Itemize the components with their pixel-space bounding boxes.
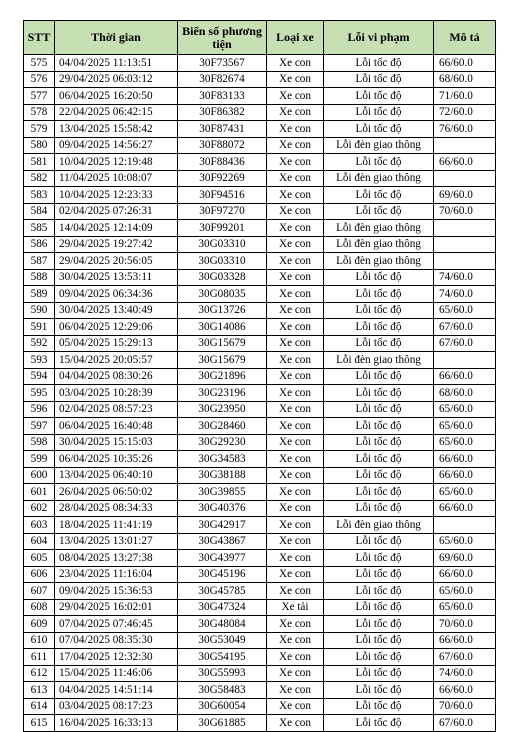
cell-violation: Lỗi tốc độ: [324, 88, 434, 105]
cell-stt: 609: [24, 616, 55, 633]
cell-description: [434, 170, 496, 187]
cell-plate: 30F83133: [178, 88, 267, 105]
cell-vehicle-type: Xe con: [267, 55, 324, 72]
header-stt: STT: [24, 21, 55, 55]
cell-description: 65/60.0: [434, 401, 496, 418]
cell-plate: 30G23196: [178, 385, 267, 402]
cell-time: 10/04/2025 12:19:48: [55, 154, 178, 171]
cell-plate: 30G39855: [178, 484, 267, 501]
cell-plate: 30G55993: [178, 665, 267, 682]
cell-time: 02/04/2025 08:57:23: [55, 401, 178, 418]
cell-time: 30/04/2025 13:53:11: [55, 269, 178, 286]
cell-violation: Lỗi tốc độ: [324, 632, 434, 649]
cell-time: 13/04/2025 13:01:27: [55, 533, 178, 550]
cell-plate: 30G15679: [178, 335, 267, 352]
cell-time: 13/04/2025 06:40:10: [55, 467, 178, 484]
cell-vehicle-type: Xe con: [267, 665, 324, 682]
cell-stt: 610: [24, 632, 55, 649]
cell-violation: Lỗi tốc độ: [324, 104, 434, 121]
cell-stt: 578: [24, 104, 55, 121]
cell-time: 05/04/2025 15:29:13: [55, 335, 178, 352]
cell-vehicle-type: Xe con: [267, 220, 324, 237]
cell-time: 06/04/2025 16:40:48: [55, 418, 178, 435]
cell-time: 06/04/2025 12:29:06: [55, 319, 178, 336]
cell-plate: 30G42917: [178, 517, 267, 534]
cell-plate: 30G15679: [178, 352, 267, 369]
cell-description: 70/60.0: [434, 698, 496, 715]
cell-violation: Lỗi đèn giao thông: [324, 137, 434, 154]
table-row: [24, 599, 496, 616]
cell-vehicle-type: Xe tải: [267, 599, 324, 616]
cell-time: 04/04/2025 11:13:51: [55, 55, 178, 72]
table-row: [24, 401, 496, 418]
cell-vehicle-type: Xe con: [267, 632, 324, 649]
cell-vehicle-type: Xe con: [267, 385, 324, 402]
cell-time: 07/04/2025 08:35:30: [55, 632, 178, 649]
cell-stt: 606: [24, 566, 55, 583]
cell-description: 67/60.0: [434, 715, 496, 732]
cell-time: 11/04/2025 10:08:07: [55, 170, 178, 187]
table-row: [24, 154, 496, 171]
header-time: Thời gian: [55, 21, 178, 55]
cell-plate: 30G13726: [178, 302, 267, 319]
cell-vehicle-type: Xe con: [267, 533, 324, 550]
cell-vehicle-type: Xe con: [267, 236, 324, 253]
cell-stt: 586: [24, 236, 55, 253]
cell-violation: Lỗi tốc độ: [324, 154, 434, 171]
cell-time: 14/04/2025 12:14:09: [55, 220, 178, 237]
cell-violation: Lỗi tốc độ: [324, 368, 434, 385]
cell-vehicle-type: Xe con: [267, 500, 324, 517]
table-row: [24, 137, 496, 154]
cell-violation: Lỗi tốc độ: [324, 500, 434, 517]
cell-stt: 584: [24, 203, 55, 220]
cell-violation: Lỗi tốc độ: [324, 451, 434, 468]
cell-plate: 30G45196: [178, 566, 267, 583]
table-row: [24, 385, 496, 402]
cell-violation: Lỗi tốc độ: [324, 401, 434, 418]
cell-stt: 579: [24, 121, 55, 138]
cell-violation: Lỗi tốc độ: [324, 203, 434, 220]
cell-description: 70/60.0: [434, 616, 496, 633]
cell-violation: Lỗi tốc độ: [324, 385, 434, 402]
cell-description: 66/60.0: [434, 55, 496, 72]
cell-description: 65/60.0: [434, 418, 496, 435]
cell-time: 06/04/2025 16:20:50: [55, 88, 178, 105]
table-row: [24, 104, 496, 121]
cell-vehicle-type: Xe con: [267, 335, 324, 352]
cell-violation: Lỗi đèn giao thông: [324, 253, 434, 270]
cell-plate: 30G14086: [178, 319, 267, 336]
cell-description: 66/60.0: [434, 500, 496, 517]
cell-plate: 30F99201: [178, 220, 267, 237]
cell-plate: 30G43867: [178, 533, 267, 550]
cell-violation: Lỗi tốc độ: [324, 55, 434, 72]
cell-time: 04/04/2025 08:30:26: [55, 368, 178, 385]
table-row: [24, 484, 496, 501]
cell-vehicle-type: Xe con: [267, 517, 324, 534]
cell-stt: 599: [24, 451, 55, 468]
cell-plate: 30G03310: [178, 236, 267, 253]
cell-plate: 30F88072: [178, 137, 267, 154]
table-row: [24, 170, 496, 187]
cell-violation: Lỗi tốc độ: [324, 698, 434, 715]
cell-description: 68/60.0: [434, 71, 496, 88]
cell-violation: Lỗi tốc độ: [324, 335, 434, 352]
cell-stt: 597: [24, 418, 55, 435]
cell-description: 65/60.0: [434, 484, 496, 501]
cell-violation: Lỗi đèn giao thông: [324, 352, 434, 369]
cell-description: 67/60.0: [434, 335, 496, 352]
cell-vehicle-type: Xe con: [267, 170, 324, 187]
table-row: [24, 698, 496, 715]
table-row: [24, 715, 496, 732]
table-row: [24, 500, 496, 517]
table-row: [24, 583, 496, 600]
cell-plate: 30G03328: [178, 269, 267, 286]
cell-description: [434, 137, 496, 154]
cell-stt: 592: [24, 335, 55, 352]
cell-time: 30/04/2025 15:15:03: [55, 434, 178, 451]
cell-vehicle-type: Xe con: [267, 88, 324, 105]
cell-time: 15/04/2025 11:46:06: [55, 665, 178, 682]
cell-description: 66/60.0: [434, 632, 496, 649]
cell-time: 02/04/2025 07:26:31: [55, 203, 178, 220]
cell-plate: 30G48084: [178, 616, 267, 633]
cell-violation: Lỗi tốc độ: [324, 434, 434, 451]
cell-time: 06/04/2025 10:35:26: [55, 451, 178, 468]
cell-plate: 30G29230: [178, 434, 267, 451]
cell-stt: 607: [24, 583, 55, 600]
cell-vehicle-type: Xe con: [267, 203, 324, 220]
cell-plate: 30G60054: [178, 698, 267, 715]
table-row: [24, 335, 496, 352]
cell-stt: 595: [24, 385, 55, 402]
header-vehicle-type: Loại xe: [267, 21, 324, 55]
cell-stt: 611: [24, 649, 55, 666]
cell-description: [434, 236, 496, 253]
cell-time: 03/04/2025 10:28:39: [55, 385, 178, 402]
cell-vehicle-type: Xe con: [267, 418, 324, 435]
table-row: [24, 566, 496, 583]
cell-time: 07/04/2025 07:46:45: [55, 616, 178, 633]
cell-violation: Lỗi tốc độ: [324, 418, 434, 435]
cell-vehicle-type: Xe con: [267, 154, 324, 171]
cell-time: 09/04/2025 15:36:53: [55, 583, 178, 600]
cell-violation: Lỗi tốc độ: [324, 616, 434, 633]
cell-plate: 30G58483: [178, 682, 267, 699]
cell-description: 67/60.0: [434, 319, 496, 336]
cell-description: 72/60.0: [434, 104, 496, 121]
cell-time: 28/04/2025 08:34:33: [55, 500, 178, 517]
cell-stt: 581: [24, 154, 55, 171]
cell-plate: 30G23950: [178, 401, 267, 418]
cell-vehicle-type: Xe con: [267, 401, 324, 418]
cell-vehicle-type: Xe con: [267, 286, 324, 303]
cell-vehicle-type: Xe con: [267, 368, 324, 385]
cell-plate: 30F94516: [178, 187, 267, 204]
cell-violation: Lỗi tốc độ: [324, 682, 434, 699]
table-row: [24, 533, 496, 550]
cell-vehicle-type: Xe con: [267, 319, 324, 336]
table-row: [24, 88, 496, 105]
cell-time: 17/04/2025 12:32:30: [55, 649, 178, 666]
cell-time: 29/04/2025 06:03:12: [55, 71, 178, 88]
table-row: [24, 368, 496, 385]
cell-plate: 30G28460: [178, 418, 267, 435]
cell-time: 29/04/2025 20:56:05: [55, 253, 178, 270]
cell-violation: Lỗi tốc độ: [324, 550, 434, 567]
cell-vehicle-type: Xe con: [267, 682, 324, 699]
cell-vehicle-type: Xe con: [267, 550, 324, 567]
cell-vehicle-type: Xe con: [267, 269, 324, 286]
cell-stt: 582: [24, 170, 55, 187]
cell-vehicle-type: Xe con: [267, 451, 324, 468]
table-row: [24, 632, 496, 649]
cell-plate: 30F92269: [178, 170, 267, 187]
cell-stt: 608: [24, 599, 55, 616]
cell-stt: 577: [24, 88, 55, 105]
cell-description: [434, 352, 496, 369]
cell-time: 04/04/2025 14:51:14: [55, 682, 178, 699]
table-row: [24, 286, 496, 303]
cell-stt: 596: [24, 401, 55, 418]
cell-stt: 585: [24, 220, 55, 237]
cell-description: 65/60.0: [434, 533, 496, 550]
cell-plate: 30F86382: [178, 104, 267, 121]
cell-violation: Lỗi tốc độ: [324, 715, 434, 732]
cell-plate: 30G40376: [178, 500, 267, 517]
cell-vehicle-type: Xe con: [267, 302, 324, 319]
cell-stt: 603: [24, 517, 55, 534]
cell-description: 74/60.0: [434, 286, 496, 303]
cell-vehicle-type: Xe con: [267, 253, 324, 270]
header-plate: Biển số phương tiện: [178, 21, 267, 55]
cell-description: 68/60.0: [434, 385, 496, 402]
cell-plate: 30G03310: [178, 253, 267, 270]
cell-stt: 615: [24, 715, 55, 732]
table-row: [24, 269, 496, 286]
cell-violation: Lỗi tốc độ: [324, 187, 434, 204]
cell-vehicle-type: Xe con: [267, 71, 324, 88]
cell-stt: 580: [24, 137, 55, 154]
cell-violation: Lỗi tốc độ: [324, 484, 434, 501]
table-row: [24, 665, 496, 682]
cell-vehicle-type: Xe con: [267, 583, 324, 600]
cell-description: 66/60.0: [434, 467, 496, 484]
cell-plate: 30G45785: [178, 583, 267, 600]
cell-stt: 614: [24, 698, 55, 715]
cell-plate: 30G43977: [178, 550, 267, 567]
cell-description: 67/60.0: [434, 649, 496, 666]
table-row: [24, 418, 496, 435]
header-description: Mô tả: [434, 21, 496, 55]
cell-vehicle-type: Xe con: [267, 434, 324, 451]
cell-stt: 594: [24, 368, 55, 385]
cell-stt: 590: [24, 302, 55, 319]
cell-description: 71/60.0: [434, 88, 496, 105]
header-row: [24, 21, 496, 55]
cell-time: 09/04/2025 14:56:27: [55, 137, 178, 154]
cell-description: 65/60.0: [434, 599, 496, 616]
cell-vehicle-type: Xe con: [267, 137, 324, 154]
cell-plate: 30G38188: [178, 467, 267, 484]
cell-plate: 30F73567: [178, 55, 267, 72]
cell-stt: 598: [24, 434, 55, 451]
table-row: [24, 203, 496, 220]
cell-plate: 30G54195: [178, 649, 267, 666]
table-row: [24, 253, 496, 270]
cell-stt: 613: [24, 682, 55, 699]
cell-description: 66/60.0: [434, 451, 496, 468]
cell-plate: 30F97270: [178, 203, 267, 220]
header-violation: Lỗi vi phạm: [324, 21, 434, 55]
cell-time: 10/04/2025 12:23:33: [55, 187, 178, 204]
cell-violation: Lỗi tốc độ: [324, 269, 434, 286]
cell-description: [434, 253, 496, 270]
table-row: [24, 71, 496, 88]
cell-stt: 612: [24, 665, 55, 682]
cell-description: 65/60.0: [434, 434, 496, 451]
cell-violation: Lỗi tốc độ: [324, 533, 434, 550]
table-row: [24, 319, 496, 336]
table-row: [24, 517, 496, 534]
cell-plate: 30F82674: [178, 71, 267, 88]
cell-violation: Lỗi tốc độ: [324, 583, 434, 600]
cell-stt: 576: [24, 71, 55, 88]
table-header: [24, 21, 496, 55]
cell-vehicle-type: Xe con: [267, 187, 324, 204]
cell-plate: 30G47324: [178, 599, 267, 616]
cell-stt: 591: [24, 319, 55, 336]
cell-description: 66/60.0: [434, 368, 496, 385]
cell-plate: 30G61885: [178, 715, 267, 732]
cell-time: 09/04/2025 06:34:36: [55, 286, 178, 303]
cell-time: 13/04/2025 15:58:42: [55, 121, 178, 138]
cell-stt: 602: [24, 500, 55, 517]
cell-plate: 30G08035: [178, 286, 267, 303]
table-row: [24, 302, 496, 319]
cell-stt: 587: [24, 253, 55, 270]
cell-time: 18/04/2025 11:41:19: [55, 517, 178, 534]
cell-violation: Lỗi đèn giao thông: [324, 236, 434, 253]
cell-time: 23/04/2025 11:16:04: [55, 566, 178, 583]
table-row: [24, 220, 496, 237]
table-row: [24, 352, 496, 369]
cell-description: 70/60.0: [434, 203, 496, 220]
table-row: [24, 55, 496, 72]
cell-stt: 605: [24, 550, 55, 567]
cell-stt: 575: [24, 55, 55, 72]
cell-plate: 30G53049: [178, 632, 267, 649]
cell-vehicle-type: Xe con: [267, 484, 324, 501]
cell-description: 76/60.0: [434, 121, 496, 138]
cell-stt: 583: [24, 187, 55, 204]
cell-plate: 30G34583: [178, 451, 267, 468]
table-row: [24, 187, 496, 204]
table-body: [24, 55, 496, 732]
cell-plate: 30F88436: [178, 154, 267, 171]
cell-stt: 588: [24, 269, 55, 286]
cell-description: 69/60.0: [434, 187, 496, 204]
cell-stt: 593: [24, 352, 55, 369]
table-row: [24, 682, 496, 699]
cell-vehicle-type: Xe con: [267, 698, 324, 715]
table-row: [24, 550, 496, 567]
cell-vehicle-type: Xe con: [267, 616, 324, 633]
table-row: [24, 649, 496, 666]
cell-violation: Lỗi đèn giao thông: [324, 220, 434, 237]
cell-time: 16/04/2025 16:33:13: [55, 715, 178, 732]
cell-plate: 30G21896: [178, 368, 267, 385]
cell-violation: Lỗi đèn giao thông: [324, 517, 434, 534]
cell-description: 74/60.0: [434, 665, 496, 682]
table-row: [24, 451, 496, 468]
cell-description: 66/60.0: [434, 682, 496, 699]
cell-time: 29/04/2025 19:27:42: [55, 236, 178, 253]
cell-vehicle-type: Xe con: [267, 104, 324, 121]
cell-violation: Lỗi tốc độ: [324, 71, 434, 88]
table-row: [24, 467, 496, 484]
cell-description: 74/60.0: [434, 269, 496, 286]
table-row: [24, 236, 496, 253]
cell-plate: 30F87431: [178, 121, 267, 138]
cell-description: [434, 220, 496, 237]
cell-time: 15/04/2025 20:05:57: [55, 352, 178, 369]
cell-violation: Lỗi tốc độ: [324, 121, 434, 138]
cell-violation: Lỗi đèn giao thông: [324, 170, 434, 187]
cell-description: 65/60.0: [434, 302, 496, 319]
table-row: [24, 434, 496, 451]
cell-stt: 604: [24, 533, 55, 550]
cell-vehicle-type: Xe con: [267, 467, 324, 484]
table-row: [24, 616, 496, 633]
violations-table-container: [23, 20, 495, 732]
violations-table: [23, 20, 496, 732]
cell-vehicle-type: Xe con: [267, 649, 324, 666]
cell-description: 69/60.0: [434, 550, 496, 567]
cell-time: 26/04/2025 06:50:02: [55, 484, 178, 501]
cell-violation: Lỗi tốc độ: [324, 286, 434, 303]
cell-time: 29/04/2025 16:02:01: [55, 599, 178, 616]
cell-vehicle-type: Xe con: [267, 121, 324, 138]
cell-time: 03/04/2025 08:17:23: [55, 698, 178, 715]
cell-time: 22/04/2025 06:42:15: [55, 104, 178, 121]
cell-vehicle-type: Xe con: [267, 715, 324, 732]
cell-description: 66/60.0: [434, 154, 496, 171]
cell-violation: Lỗi tốc độ: [324, 467, 434, 484]
cell-violation: Lỗi tốc độ: [324, 566, 434, 583]
cell-description: [434, 517, 496, 534]
cell-violation: Lỗi tốc độ: [324, 649, 434, 666]
table-row: [24, 121, 496, 138]
cell-time: 30/04/2025 13:40:49: [55, 302, 178, 319]
cell-vehicle-type: Xe con: [267, 352, 324, 369]
cell-vehicle-type: Xe con: [267, 566, 324, 583]
cell-violation: Lỗi tốc độ: [324, 319, 434, 336]
cell-description: 66/60.0: [434, 566, 496, 583]
cell-description: 65/60.0: [434, 583, 496, 600]
cell-time: 08/04/2025 13:27:38: [55, 550, 178, 567]
cell-violation: Lỗi tốc độ: [324, 599, 434, 616]
cell-stt: 600: [24, 467, 55, 484]
cell-stt: 589: [24, 286, 55, 303]
cell-violation: Lỗi tốc độ: [324, 665, 434, 682]
cell-violation: Lỗi tốc độ: [324, 302, 434, 319]
cell-stt: 601: [24, 484, 55, 501]
